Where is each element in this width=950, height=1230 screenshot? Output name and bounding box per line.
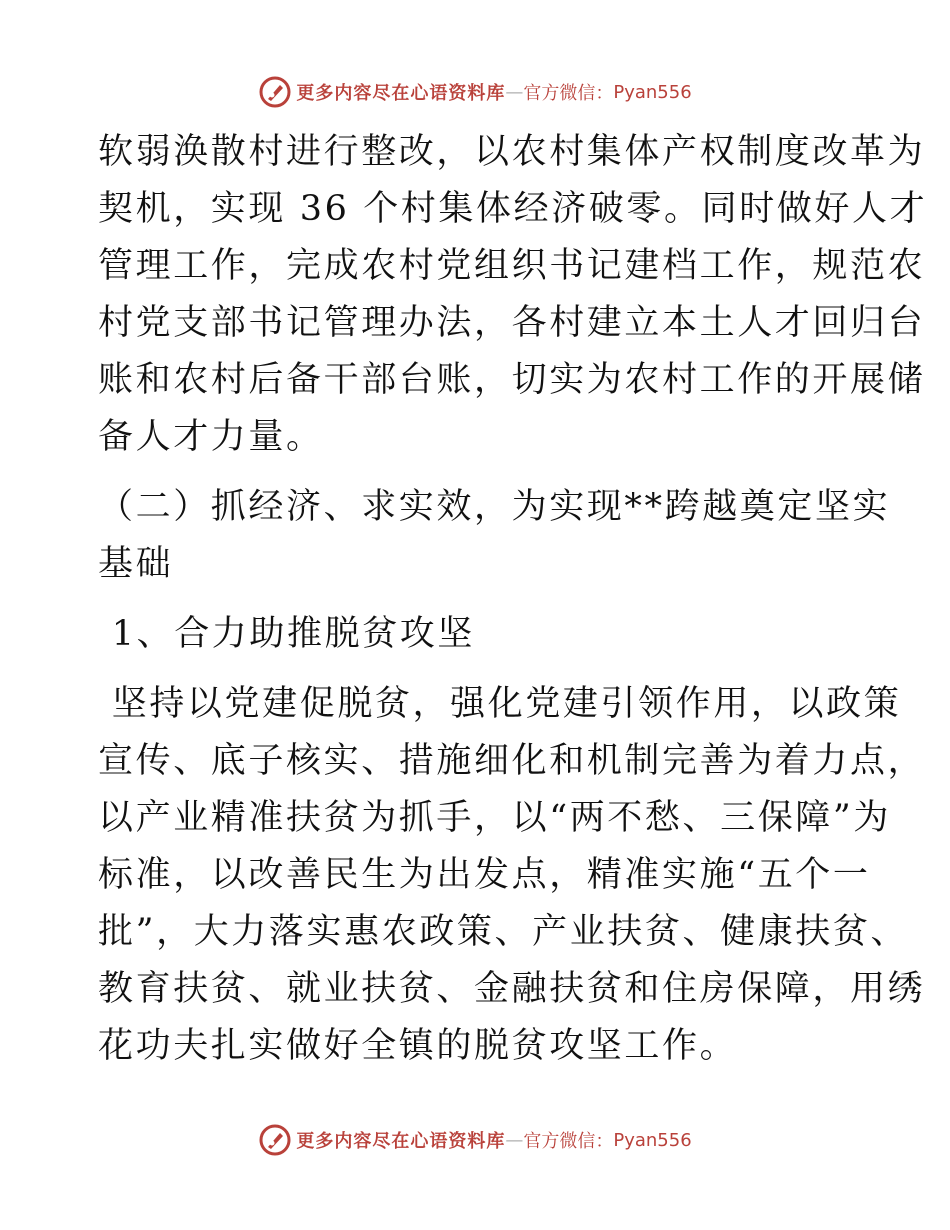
banner-dash: — <box>505 1129 524 1151</box>
document-body <box>98 124 928 1075</box>
section-heading-economy <box>98 479 891 593</box>
banner-wechat-label: 官方微信： <box>523 1131 614 1152</box>
text-line: 坚持以党建促脱贫，强化党建引领作用，以政策 <box>98 684 902 724</box>
text-line: 账和农村后备干部台账，切实为农村工作的开展储 <box>98 360 926 400</box>
text-line: 村党支部书记管理办法，各村建立本土人才回归台 <box>98 303 926 343</box>
footer-watermark-banner <box>0 1120 950 1160</box>
text-line: 宣传、底子核实、措施细化和机制完善为着力点， <box>98 741 926 781</box>
banner-wechat-id: Pyan556 <box>613 1129 692 1151</box>
banner-wechat-id: Pyan556 <box>613 81 692 103</box>
banner-wechat-label: 官方微信： <box>523 83 614 104</box>
text-line: 备人才力量。 <box>98 417 324 457</box>
text-line: 标准，以改善民生为出发点，精准实施“五个一 <box>98 855 871 895</box>
quill-seal-icon <box>258 75 292 109</box>
paragraph-poverty-alleviation <box>98 676 926 1075</box>
text-line: 软弱涣散村进行整改，以农村集体产权制度改革为 <box>98 132 926 172</box>
banner-dash: — <box>505 81 524 103</box>
heading-line: 基础 <box>98 544 174 584</box>
text-line: 以产业精准扶贫为抓手，以“两不愁、三保障”为 <box>98 798 891 838</box>
text-line: 管理工作，完成农村党组织书记建档工作，规范农 <box>98 246 926 286</box>
quill-seal-icon <box>258 1123 292 1157</box>
heading-line: （二）抓经济、求实效，为实现**跨越奠定坚实 <box>98 487 891 527</box>
banner-title: 更多内容尽在心语资料库 <box>296 1131 506 1152</box>
text-line: 花功夫扎实做好全镇的脱贫攻坚工作。 <box>98 1026 738 1066</box>
text-line: 教育扶贫、就业扶贫、金融扶贫和住房保障，用绣 <box>98 969 926 1009</box>
header-watermark-banner <box>0 72 950 112</box>
banner-title: 更多内容尽在心语资料库 <box>296 83 506 104</box>
subheading-poverty <box>98 606 858 663</box>
text-line: 批”，大力落实惠农政策、产业扶贫、健康扶贫、 <box>98 912 909 952</box>
text-line: 契机，实现 36 个村集体经济破零。同时做好人才 <box>98 189 928 229</box>
paragraph-village-reform <box>98 124 928 466</box>
heading-line: 1、合力助推脱贫攻坚 <box>98 614 475 654</box>
